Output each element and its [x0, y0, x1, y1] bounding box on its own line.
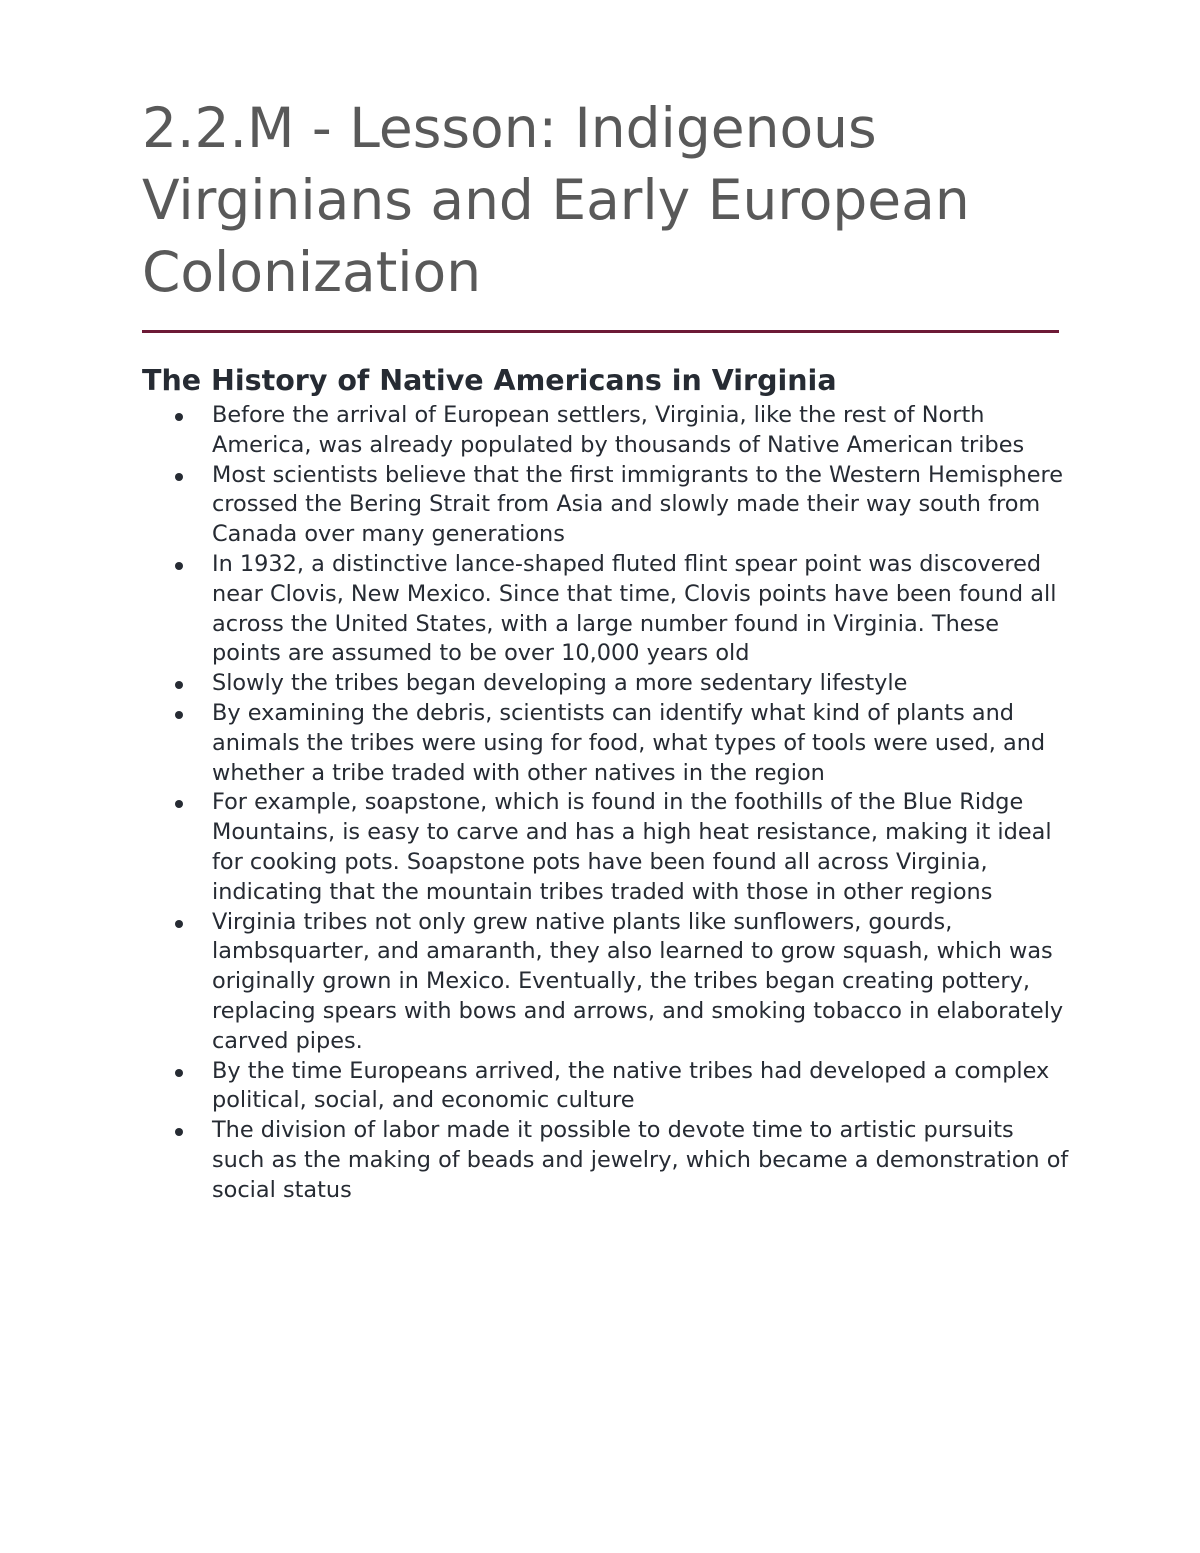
list-item [142, 1057, 1072, 1117]
list-item-text: By the time Europeans arrived, the native tribes had developed a complex political, social, and economic culture [212, 1057, 1050, 1114]
list-item-text: Slowly the tribes began developing a more sedentary lifestyle [212, 670, 908, 697]
list-item [142, 699, 1072, 788]
list-item-text: The division of labor made it possible to devote time to artistic pursuits such as the making of beads and jewelry, which became a demonstration of social status [212, 1117, 1069, 1203]
list-item [142, 550, 1072, 669]
bullet-dot-icon [175, 1128, 183, 1136]
bullet-dot-icon [175, 1069, 183, 1077]
bullet-dot-icon [175, 920, 183, 928]
bullet-dot-icon [175, 681, 183, 689]
bullet-dot-icon [175, 413, 183, 421]
section-native-americans [142, 361, 1072, 1206]
section-heading: The History of Native Americans in Virginia [142, 364, 837, 397]
bullet-dot-icon [175, 711, 183, 719]
list-item [142, 788, 1072, 907]
bullet-dot-icon [175, 562, 183, 570]
list-item [142, 401, 1072, 461]
bullet-dot-icon [175, 800, 183, 808]
list-item-text: By examining the debris, scientists can identify what kind of plants and animals the tribes were using for food, what types of tools were used, and whether a tribe traded with other natives in the region [212, 699, 1046, 786]
title-divider [142, 330, 1059, 333]
bullet-list [142, 401, 1072, 1206]
bullet-dot-icon [175, 473, 183, 481]
list-item [142, 908, 1072, 1057]
list-item [142, 461, 1072, 550]
list-item-text: Before the arrival of European settlers, Virginia, like the rest of North America, was already populated by thousands of Native American tribes [212, 402, 1025, 458]
list-item-text: Most scientists believe that the first immigrants to the Western Hemisphere crossed the Bering Strait from Asia and slowly made their way south from Canada over many generations [212, 461, 1063, 548]
list-item [142, 1116, 1072, 1205]
list-item [142, 669, 1072, 699]
list-item-text: Virginia tribes not only grew native plants like sunflowers, gourds, lambsquarter, and amaranth, they also learned to grow squash, which was originally grown in Mexico. Eventually, the tribes began creating pottery, replacing spears with bows and arrows, and smoking tobacco in elaborately carved pipes. [212, 908, 1064, 1054]
list-item-text: In 1932, a distinctive lance-shaped fluted flint spear point was discovered near Clovis, New Mexico. Since that time, Clovis points have been found all across the United States, with a large number found in Virginia. These points are assumed to be over 10,000 years old [212, 550, 1057, 667]
document-title: 2.2.M - Lesson: Indigenous Virginians and Early European Colonization [142, 96, 970, 304]
list-item-text: For example, soapstone, which is found in the foothills of the Blue Ridge Mountains, is easy to carve and has a high heat resistance, making it ideal for cooking pots. Soapstone pots have been found all across Virginia, indicating that the mountain tribes traded with those in other regions [212, 789, 1052, 905]
